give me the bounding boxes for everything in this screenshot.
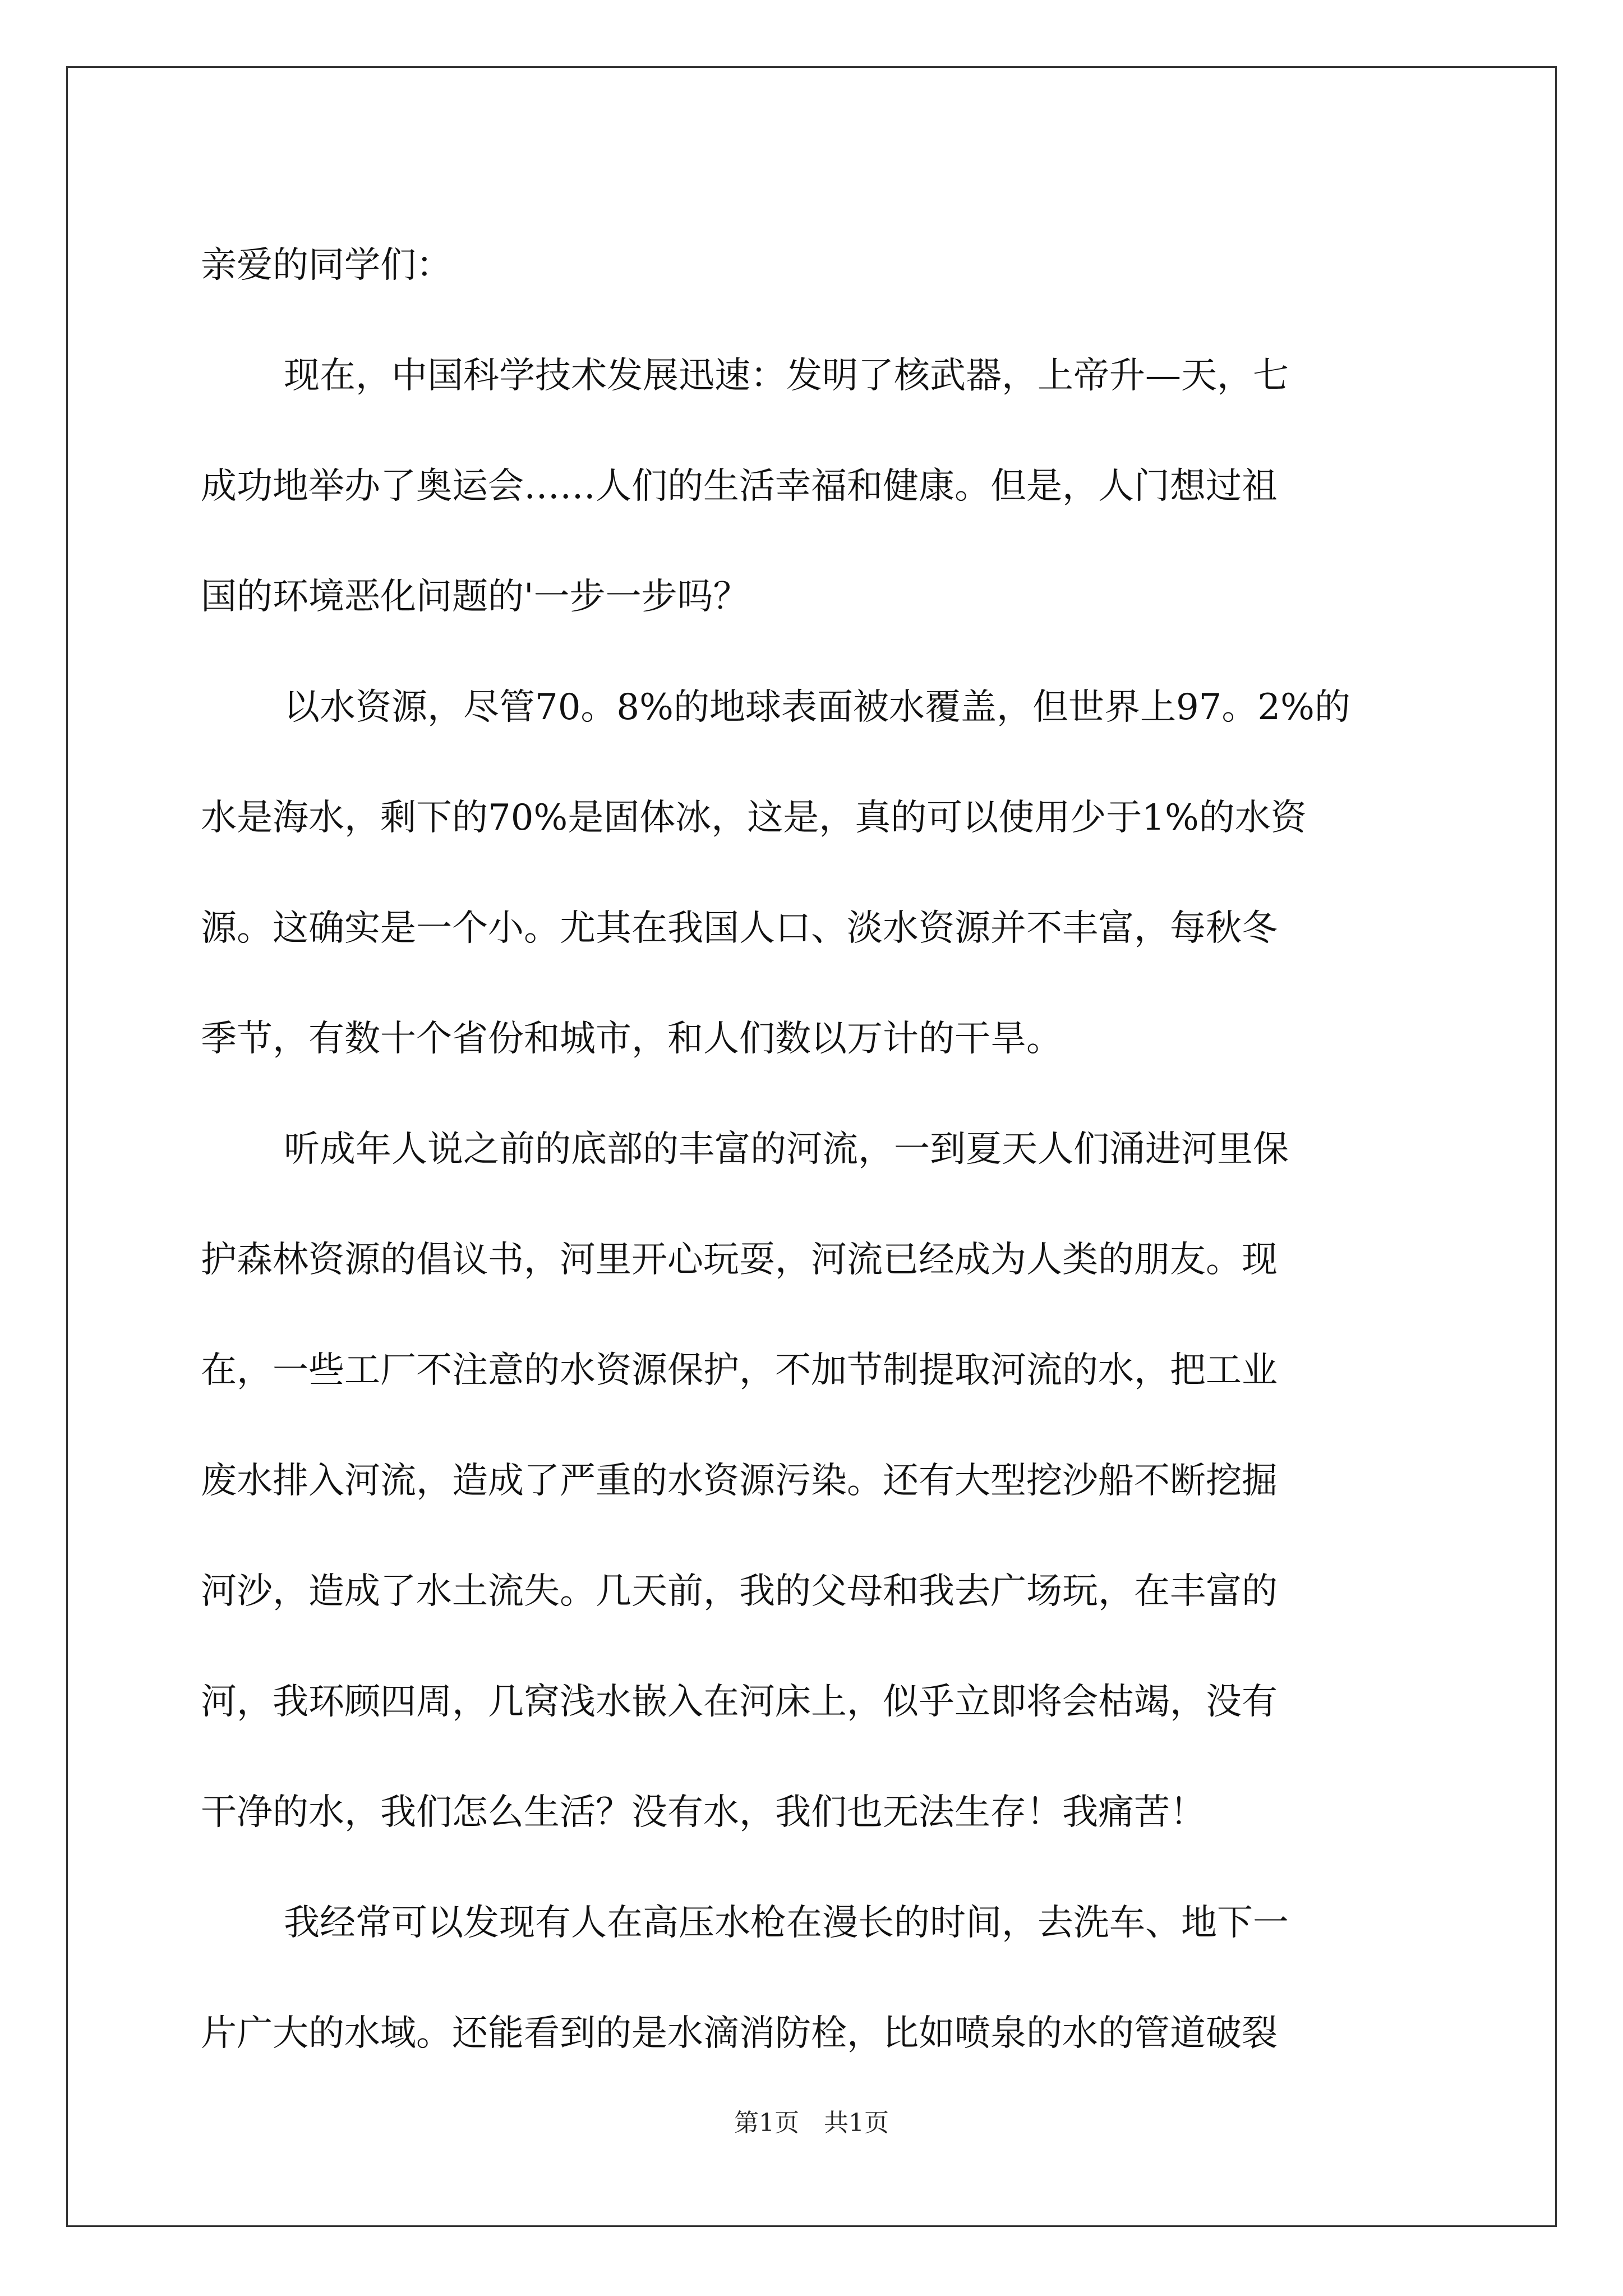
text-line: 源。这确实是一个小。尤其在我国人口、淡水资源并不丰富，每秋冬	[201, 908, 1278, 949]
text-line: 干净的水，我们怎么生活？没有水，我们也无法生存！我痛苦！	[201, 1792, 1206, 1833]
text-line: 片广大的水域。还能看到的是水滴消防栓，比如喷泉的水的管道破裂	[201, 2013, 1278, 2054]
text-line: 河沙，造成了水土流失。几天前，我的父母和我去广场玩，在丰富的	[201, 1571, 1278, 1612]
text-line: 季节，有数十个省份和城市，和人们数以万计的干旱。	[201, 1018, 1062, 1060]
text-line: 废水排入河流，造成了严重的水资源污染。还有大型挖沙船不断挖掘	[201, 1460, 1278, 1502]
text-line: 现在，中国科学技术发展迅速：发明了核武器，上帝升—天，七	[284, 355, 1289, 397]
text-line: 听成年人说之前的底部的丰富的河流，一到夏天人们涌进河里保	[284, 1129, 1289, 1170]
text-line: 水是海水，剩下的70%是固体冰，这是，真的可以使用少于1%的水资	[201, 797, 1307, 839]
text-line: 河，我环顾四周，几窝浅水嵌入在河床上，似乎立即将会枯竭，没有	[201, 1681, 1278, 1723]
text-line: 我经常可以发现有人在高压水枪在漫长的时间，去洗车、地下一	[284, 1902, 1289, 1944]
page-footer: 第1页 共1页	[734, 2109, 889, 2137]
text-line: 以水资源，尽管70。8%的地球表面被水覆盖，但世界上97。2%的	[284, 687, 1350, 728]
text-line: 在，一些工厂不注意的水资源保护，不加节制提取河流的水，把工业	[201, 1350, 1278, 1391]
text-line: 亲爱的同学们：	[201, 245, 452, 286]
text-line: 国的环境恶化问题的'一步一步吗？	[201, 576, 749, 618]
text-line: 成功地举办了奥运会……人们的生活幸福和健康。但是，人门想过祖	[201, 466, 1278, 507]
document-body	[201, 210, 1432, 2089]
text-line: 护森林资源的倡议书，河里开心玩耍，河流已经成为人类的朋友。现	[201, 1239, 1278, 1281]
